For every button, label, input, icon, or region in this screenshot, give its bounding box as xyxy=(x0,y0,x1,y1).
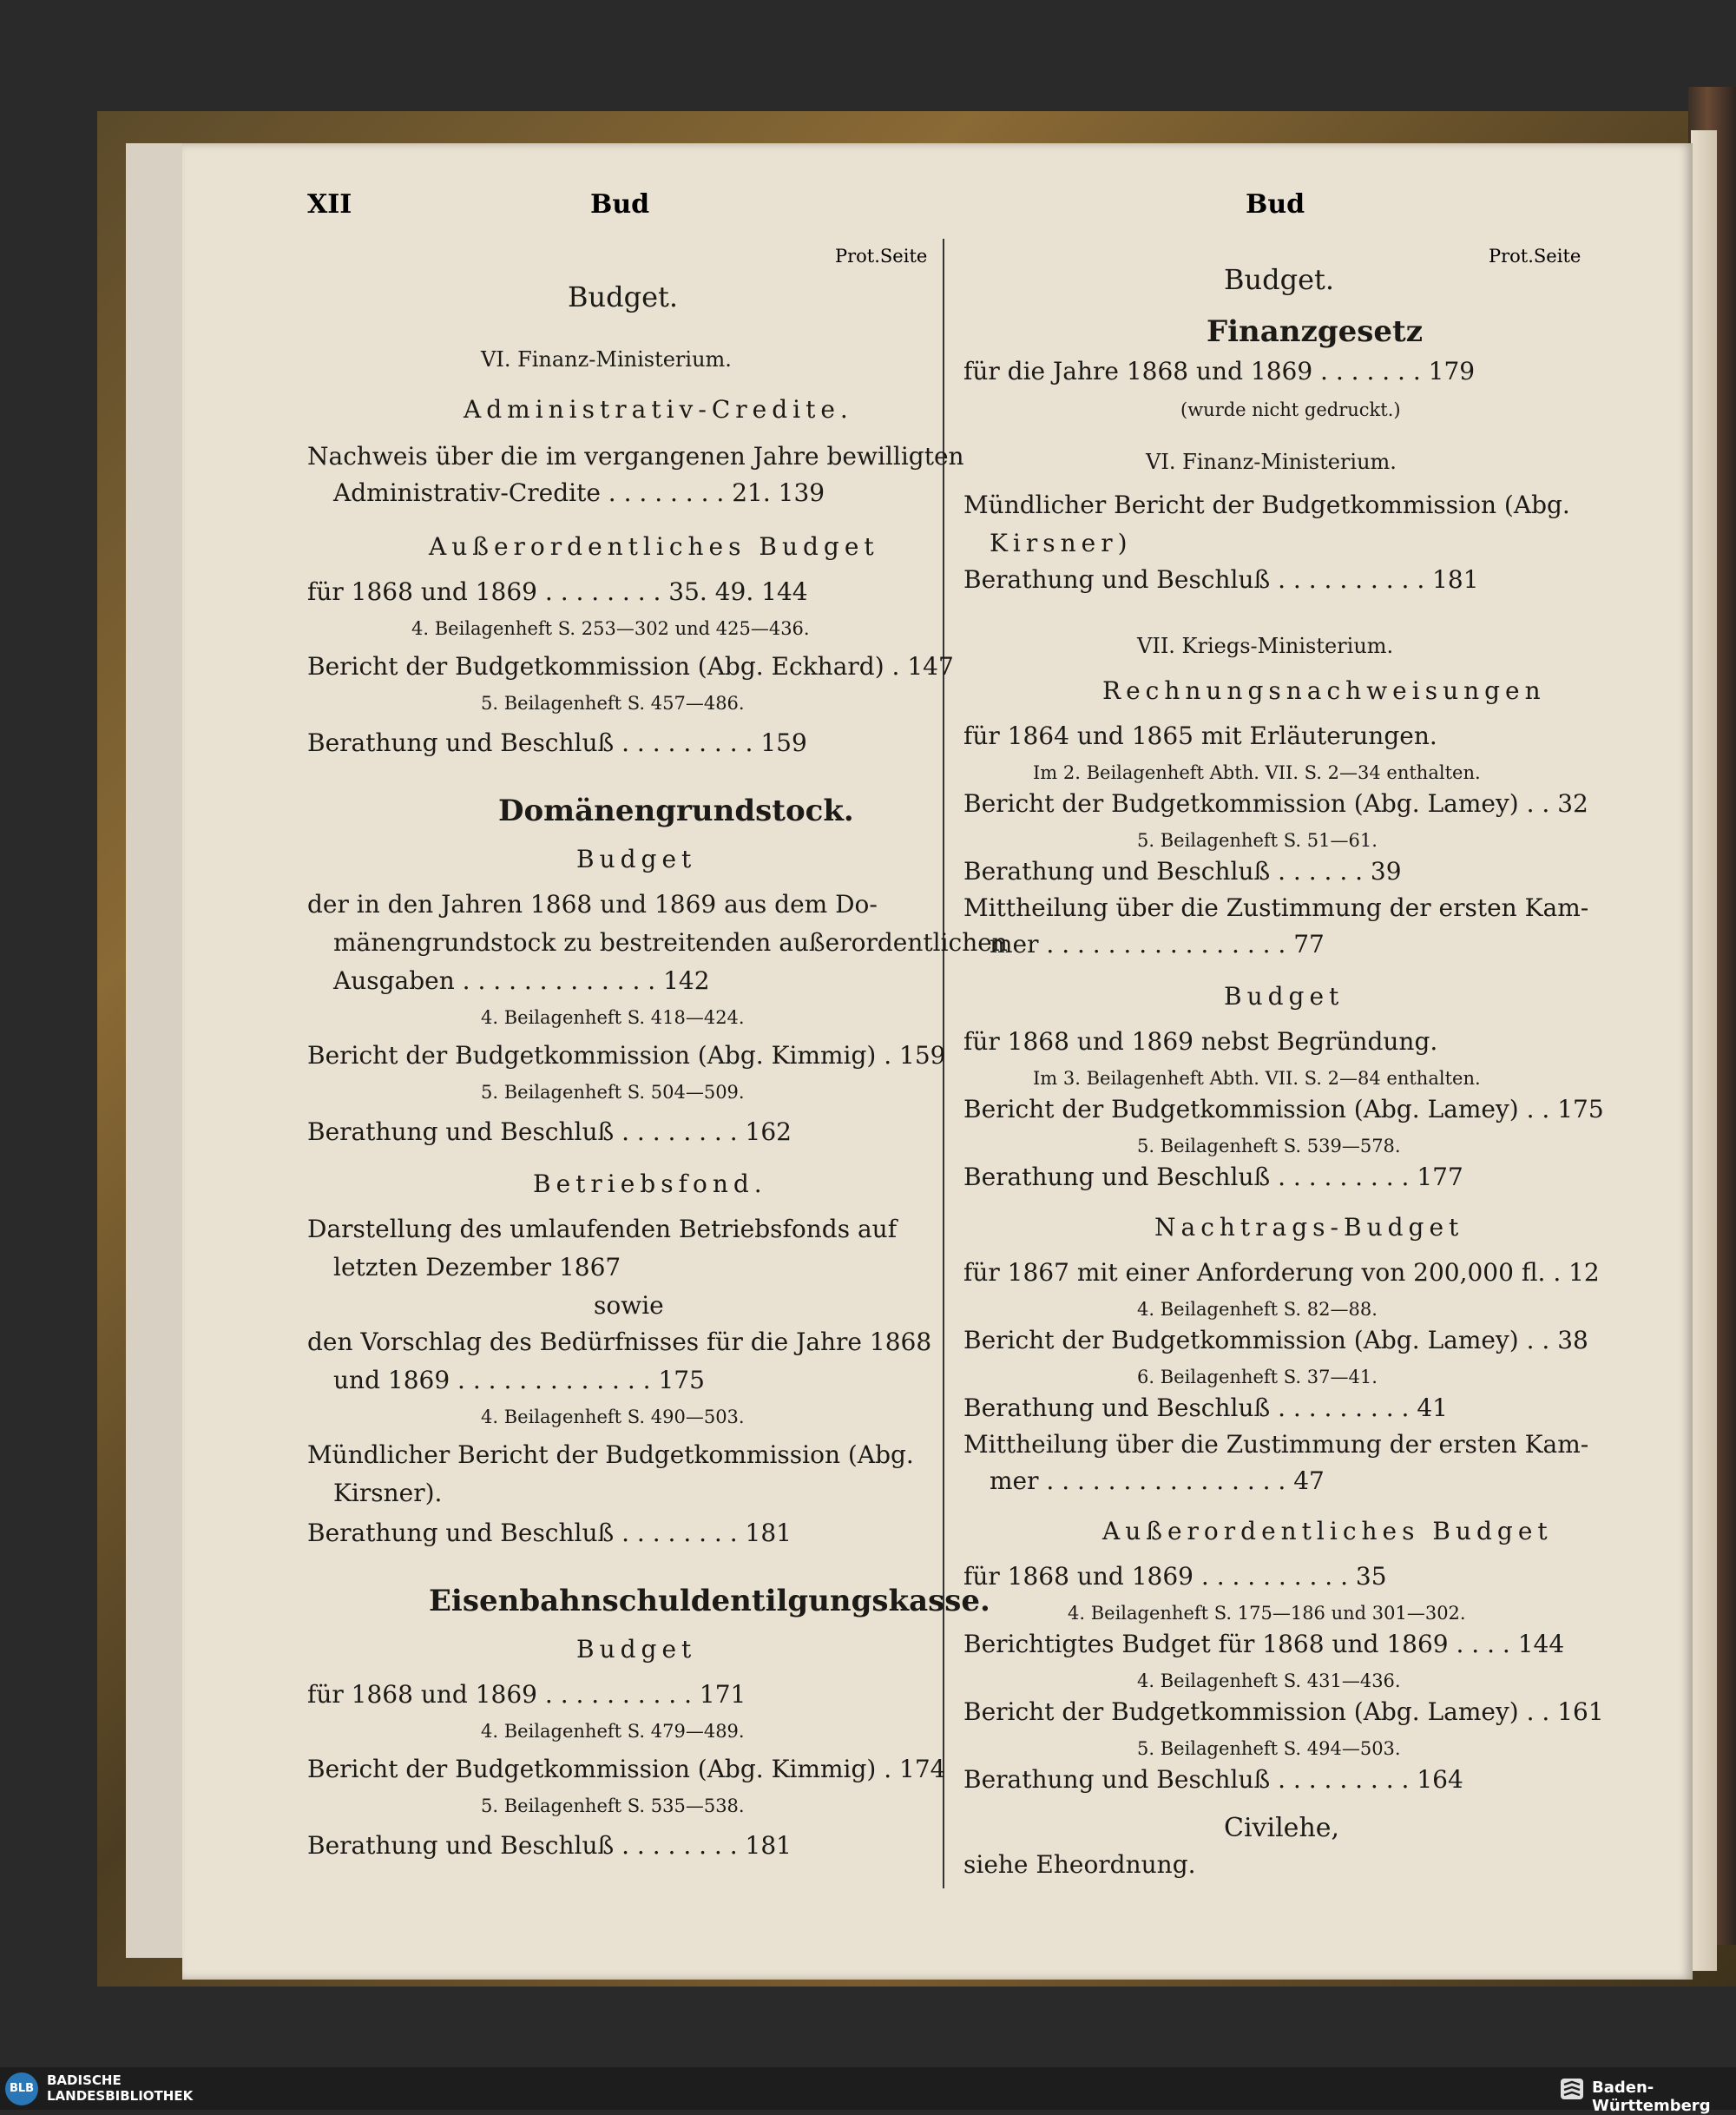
running-head-right: Bud xyxy=(1246,189,1305,220)
entry-line: Berathung und Beschluß . . . . . . 39 xyxy=(963,857,1402,886)
entry-line: Berathung und Beschluß . . . . . . . . . 41 xyxy=(963,1394,1448,1422)
entry-line: für 1868 und 1869 nebst Begründung. xyxy=(963,1027,1438,1056)
major-heading: Finanzgesetz xyxy=(1207,314,1424,349)
reference-line: 4. Beilagenheft S. 490—503. xyxy=(481,1407,745,1427)
subheading: Betriebsfond. xyxy=(533,1170,767,1198)
footer-bar xyxy=(0,2067,1736,2115)
entry-line: Nachweis über die im vergangenen Jahre bewilligten xyxy=(307,442,964,471)
reference-line: Im 3. Beilagenheft Abth. VII. S. 2—84 enthalten. xyxy=(1033,1068,1481,1089)
reference-line: 4. Beilagenheft S. 82—88. xyxy=(1137,1299,1378,1320)
reference-line: 4. Beilagenheft S. 479—489. xyxy=(481,1721,745,1742)
blb-logo-icon: BLB xyxy=(5,2072,38,2105)
entry-line: Berathung und Beschluß . . . . . . . . 181 xyxy=(307,1831,792,1860)
entry-line: und 1869 . . . . . . . . . . . . . 175 xyxy=(333,1366,705,1394)
entry-line: mänengrundstock zu bestreitenden außerordentlichen xyxy=(333,928,1008,957)
reference-line: Im 2. Beilagenheft Abth. VII. S. 2—34 enthalten. xyxy=(1033,762,1481,783)
entry-line: für die Jahre 1868 und 1869 . . . . . . . 179 xyxy=(963,357,1476,385)
ministry-heading: VI. Finanz-Ministerium. xyxy=(1146,450,1397,474)
major-heading: Eisenbahnschuldentilgungskasse. xyxy=(429,1584,990,1618)
subheading: Budget xyxy=(576,845,697,873)
reference-line: (wurde nicht gedruckt.) xyxy=(1180,399,1401,420)
entry-line: der in den Jahren 1868 und 1869 aus dem Do- xyxy=(307,890,878,919)
entry-line: Berathung und Beschluß . . . . . . . . . 164 xyxy=(963,1765,1463,1794)
entry-line: Berathung und Beschluß . . . . . . . . . . 181 xyxy=(963,565,1479,594)
library-name-line2: LANDESBIBLIOTHEK xyxy=(47,2088,194,2104)
running-head-left: Bud xyxy=(590,189,650,220)
reference-line: 6. Beilagenheft S. 37—41. xyxy=(1137,1367,1378,1387)
subheading: Außerordentliches Budget xyxy=(1102,1517,1553,1545)
reference-line: 5. Beilagenheft S. 51—61. xyxy=(1137,830,1378,851)
entry-line: Bericht der Budgetkommission (Abg. Lamey) . . 161 xyxy=(963,1697,1604,1726)
entry-line: Kirsner) xyxy=(990,529,1133,557)
state-label: Baden-Württemberg xyxy=(1592,2079,1711,2115)
reference-line: 5. Beilagenheft S. 494—503. xyxy=(1137,1738,1401,1759)
entry-line: Bericht der Budgetkommission (Abg. Lamey) . . 32 xyxy=(963,789,1588,818)
subheading: Außerordentliches Budget xyxy=(429,532,879,561)
scanned-page xyxy=(182,143,1693,1980)
entry-line: Mittheilung über die Zustimmung der ersten Kam- xyxy=(963,1430,1589,1459)
entry-line: Mündlicher Bericht der Budgetkommission (Abg. xyxy=(307,1440,914,1469)
entry-line: für 1868 und 1869 . . . . . . . . . . 35 xyxy=(963,1562,1387,1591)
subheading: Budget xyxy=(576,1635,697,1664)
entry-line: Berichtigtes Budget für 1868 und 1869 . . . . 144 xyxy=(963,1630,1565,1658)
reference-line: 4. Beilagenheft S. 431—436. xyxy=(1137,1670,1401,1691)
page-number: XII xyxy=(307,189,352,220)
entry-line: Administrativ-Credite . . . . . . . . 21. 139 xyxy=(333,478,825,507)
subheading: Administrativ-Credite. xyxy=(464,395,853,424)
entry-line: Bericht der Budgetkommission (Abg. Lamey) . . 38 xyxy=(963,1326,1588,1354)
prot-seite-left: Prot.Seite xyxy=(835,246,928,267)
entry-line: Mündlicher Bericht der Budgetkommission (Abg. xyxy=(963,491,1570,519)
reference-line: 5. Beilagenheft S. 504—509. xyxy=(481,1082,745,1103)
major-heading: Domänengrundstock. xyxy=(498,794,854,828)
library-name-line1: BADISCHE xyxy=(47,2072,122,2088)
entry-line: Bericht der Budgetkommission (Abg. Kimmig) . 174 xyxy=(307,1755,946,1783)
entry-line: mer . . . . . . . . . . . . . . . . 47 xyxy=(990,1466,1325,1495)
subheading: Rechnungsnachweisungen xyxy=(1102,676,1546,705)
entry-line: für 1868 und 1869 . . . . . . . . 35. 49. 144 xyxy=(307,577,808,606)
ministry-heading: VI. Finanz-Ministerium. xyxy=(481,347,732,372)
entry-line: sowie xyxy=(594,1291,664,1320)
entry-line: den Vorschlag des Bedürfnisses für die Jahre 1868 xyxy=(307,1328,932,1356)
page-edge-right xyxy=(1691,130,1717,1971)
subheading: Nachtrags-Budget xyxy=(1154,1213,1464,1242)
entry-line: Bericht der Budgetkommission (Abg. Eckhard) . 147 xyxy=(307,652,954,681)
entry-line: Darstellung des umlaufenden Betriebsfonds auf xyxy=(307,1215,898,1243)
entry-line: für 1864 und 1865 mit Erläuterungen. xyxy=(963,721,1437,750)
entry-line: für 1868 und 1869 . . . . . . . . . . 171 xyxy=(307,1680,746,1709)
entry-line: Berathung und Beschluß . . . . . . . . . 159 xyxy=(307,728,807,757)
entry-line: Kirsner). xyxy=(333,1479,443,1507)
entry-line: letzten Dezember 1867 xyxy=(333,1253,621,1282)
entry-line: Berathung und Beschluß . . . . . . . . 162 xyxy=(307,1117,792,1146)
entry-line: für 1867 mit einer Anforderung von 200,000 fl. . 12 xyxy=(963,1258,1600,1287)
entry-line: Mittheilung über die Zustimmung der ersten Kam- xyxy=(963,893,1589,922)
reference-line: 4. Beilagenheft S. 253—302 und 425—436. xyxy=(411,618,810,639)
reference-line: 5. Beilagenheft S. 457—486. xyxy=(481,693,745,714)
reference-line: 4. Beilagenheft S. 418—424. xyxy=(481,1007,745,1028)
reference-line: 5. Beilagenheft S. 539—578. xyxy=(1137,1136,1401,1156)
library-name xyxy=(47,2072,193,2104)
entry-line: mer . . . . . . . . . . . . . . . . 77 xyxy=(990,930,1325,959)
reference-line: 4. Beilagenheft S. 175—186 und 301—302. xyxy=(1068,1603,1466,1624)
section-title: Budget. xyxy=(1224,263,1335,296)
entry-line: Ausgaben . . . . . . . . . . . . . 142 xyxy=(333,966,710,995)
reference-line: 5. Beilagenheft S. 535—538. xyxy=(481,1795,745,1816)
subheading: Budget xyxy=(1224,982,1345,1011)
section-title: Budget. xyxy=(568,280,679,313)
entry-line: Bericht der Budgetkommission (Abg. Lamey) . . 175 xyxy=(963,1095,1604,1123)
prot-seite-right: Prot.Seite xyxy=(1489,246,1581,267)
ministry-heading: VII. Kriegs-Ministerium. xyxy=(1137,634,1394,658)
entry-line: Berathung und Beschluß . . . . . . . . . 177 xyxy=(963,1163,1463,1191)
heading: Civilehe, xyxy=(1224,1813,1340,1843)
entry-line: Bericht der Budgetkommission (Abg. Kimmig) . 159 xyxy=(307,1041,946,1070)
baden-wuerttemberg-crest-icon xyxy=(1559,2076,1585,2102)
entry-line: Berathung und Beschluß . . . . . . . . 181 xyxy=(307,1519,792,1547)
entry-line: siehe Eheordnung. xyxy=(963,1850,1196,1879)
